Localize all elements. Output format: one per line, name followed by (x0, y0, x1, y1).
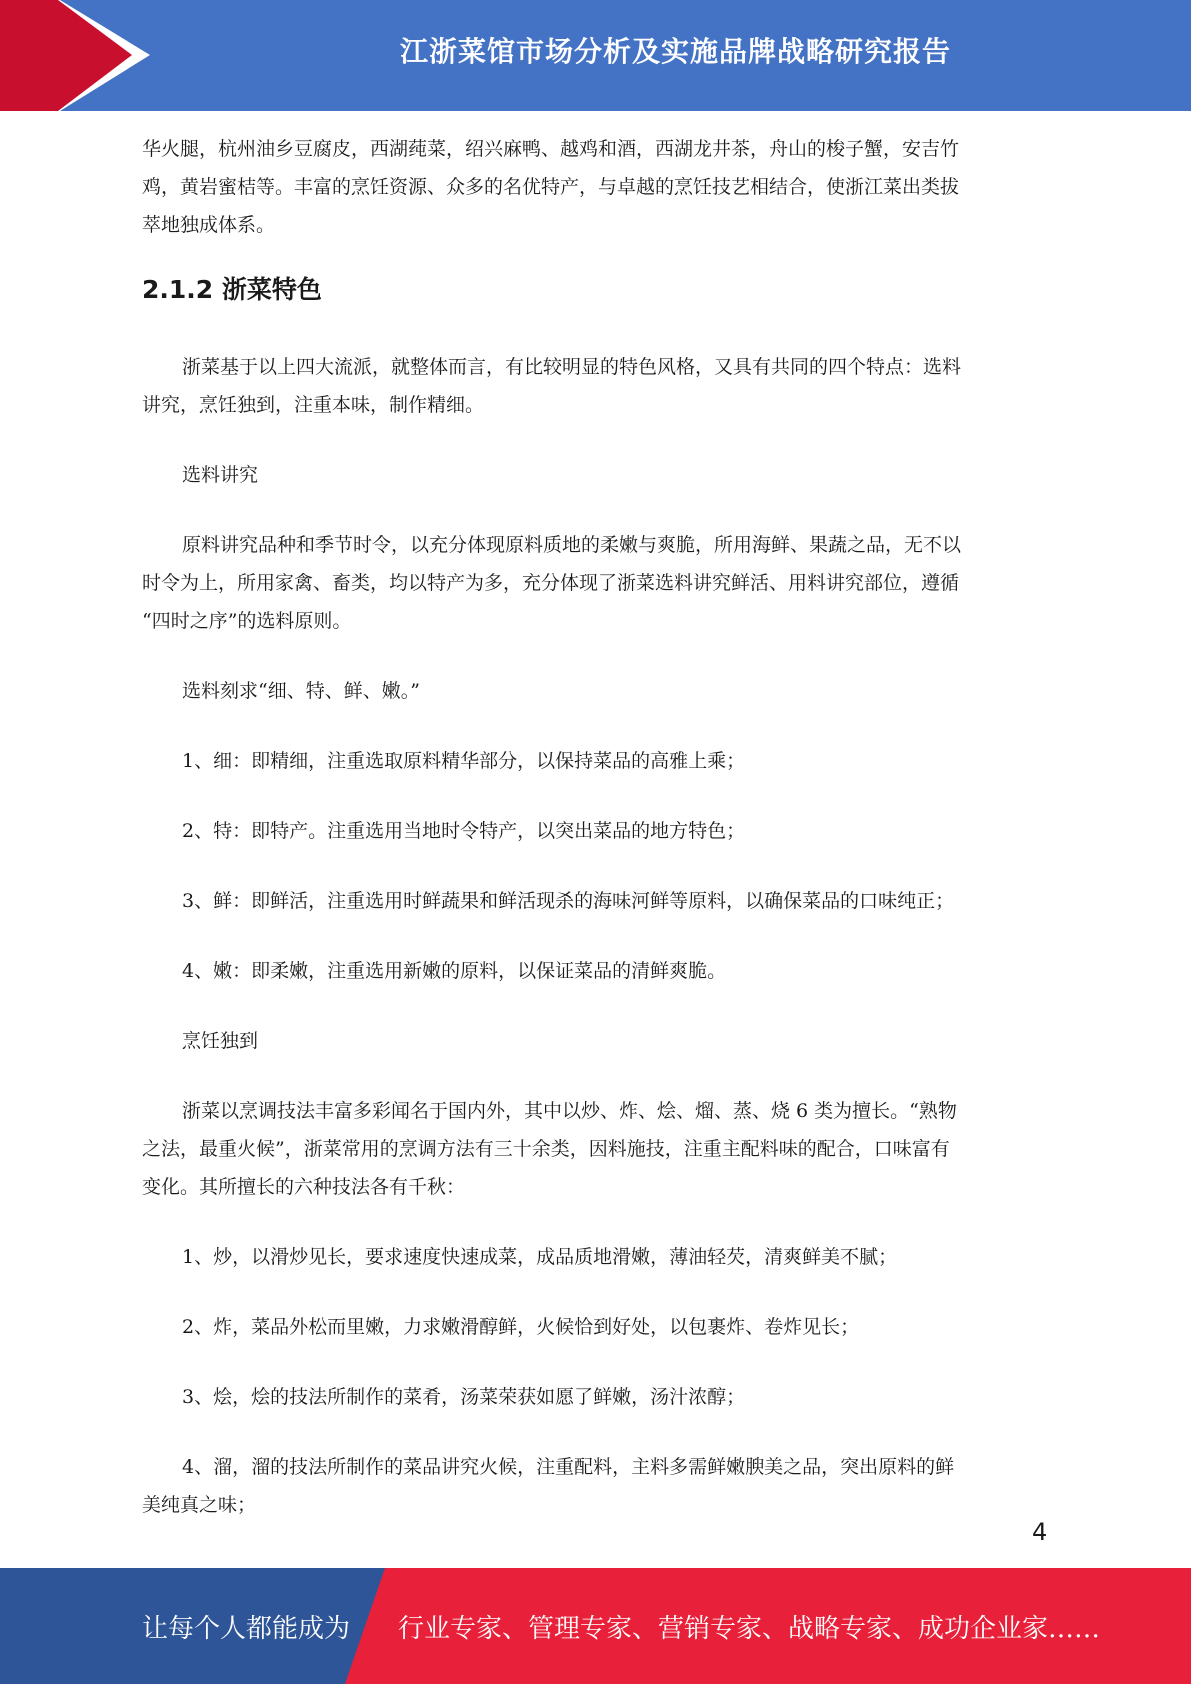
footer-slogan-right: 行业专家、管理专家、营销专家、战略专家、成功企业家…… (398, 1613, 1101, 1644)
list-item: 3、鲜：即鲜活，注重选用时鲜蔬果和鲜活现杀的海味河鲜等原料，以确保菜品的口味纯正； (182, 890, 955, 912)
page-footer (0, 1568, 1191, 1684)
paragraph-line: 时令为上，所用家禽、畜类，均以特产为多，充分体现了浙菜选料讲究鲜活、用料讲究部位，遵循 (142, 572, 960, 594)
intro-line: 萃地独成体系。 (142, 214, 276, 236)
page-body (142, 130, 1044, 1524)
paragraph-line: 变化。其所擅长的六种技法各有千秋： (142, 1176, 466, 1198)
page-header (0, 0, 1191, 111)
list-item: 1、炒，以滑炒见长，要求速度快速成菜，成品质地滑嫩，薄油轻芡，清爽鲜美不腻； (182, 1246, 898, 1268)
list-item: 2、炸，菜品外松而里嫩，力求嫩滑醇鲜，火候恰到好处，以包裹炸、卷炸见长； (182, 1316, 860, 1338)
section-heading: 2.1.2 浙菜特色 (142, 275, 322, 304)
intro-line: 鸡，黄岩蜜桔等。丰富的烹饪资源、众多的名优特产，与卓越的烹饪技艺相结合，使浙江菜出类拔 (142, 176, 960, 198)
intro-line: 华火腿，杭州油乡豆腐皮，西湖莼菜，绍兴麻鸭、越鸡和酒，西湖龙井茶，舟山的梭子蟹，安吉竹 (142, 138, 960, 160)
footer-slogan-left: 让每个人都能成为 (142, 1613, 351, 1644)
paragraph-line: 讲究，烹饪独到，注重本味，制作精细。 (142, 394, 485, 416)
paragraph-line: 原料讲究品种和季节时令，以充分体现原料质地的柔嫩与爽脆，所用海鲜、果蔬之品，无不以 (182, 534, 962, 556)
paragraph-line: 之法，最重火候”，浙菜常用的烹调方法有三十余类，因料施技，注重主配料味的配合，口味富有 (142, 1138, 950, 1160)
subheading: 烹饪独到 (182, 1030, 259, 1052)
list-item: 美纯真之味； (142, 1494, 257, 1516)
list-item: 4、溜，溜的技法所制作的菜品讲究火候，注重配料，主料多需鲜嫩腴美之品，突出原料的鲜 (182, 1456, 955, 1478)
list-item: 1、细：即精细，注重选取原料精华部分，以保持菜品的高雅上乘； (182, 750, 746, 772)
paragraph-line: 浙菜基于以上四大流派，就整体而言，有比较明显的特色风格，又具有共同的四个特点：选料 (182, 356, 962, 378)
paragraph-line: 浙菜以烹调技法丰富多彩闻名于国内外，其中以炒、炸、烩、熘、蒸、烧 6 类为擅长。“熟物 (182, 1100, 957, 1122)
paragraph-line: “四时之序”的选料原则。 (142, 610, 352, 632)
report-title: 江浙菜馆市场分析及实施品牌战略研究报告 (399, 35, 951, 68)
paragraph-line: 选料刻求“细、特、鲜、嫩。” (182, 680, 420, 702)
subheading: 选料讲究 (182, 464, 259, 486)
page-number: 4 (1032, 1518, 1048, 1546)
list-item: 4、嫩：即柔嫩，注重选用新嫩的原料，以保证菜品的清鲜爽脆。 (182, 960, 727, 982)
list-item: 2、特：即特产。注重选用当地时令特产，以突出菜品的地方特色； (182, 820, 746, 842)
list-item: 3、烩，烩的技法所制作的菜肴，汤菜荣获如愿了鲜嫩，汤汁浓醇； (182, 1386, 746, 1408)
